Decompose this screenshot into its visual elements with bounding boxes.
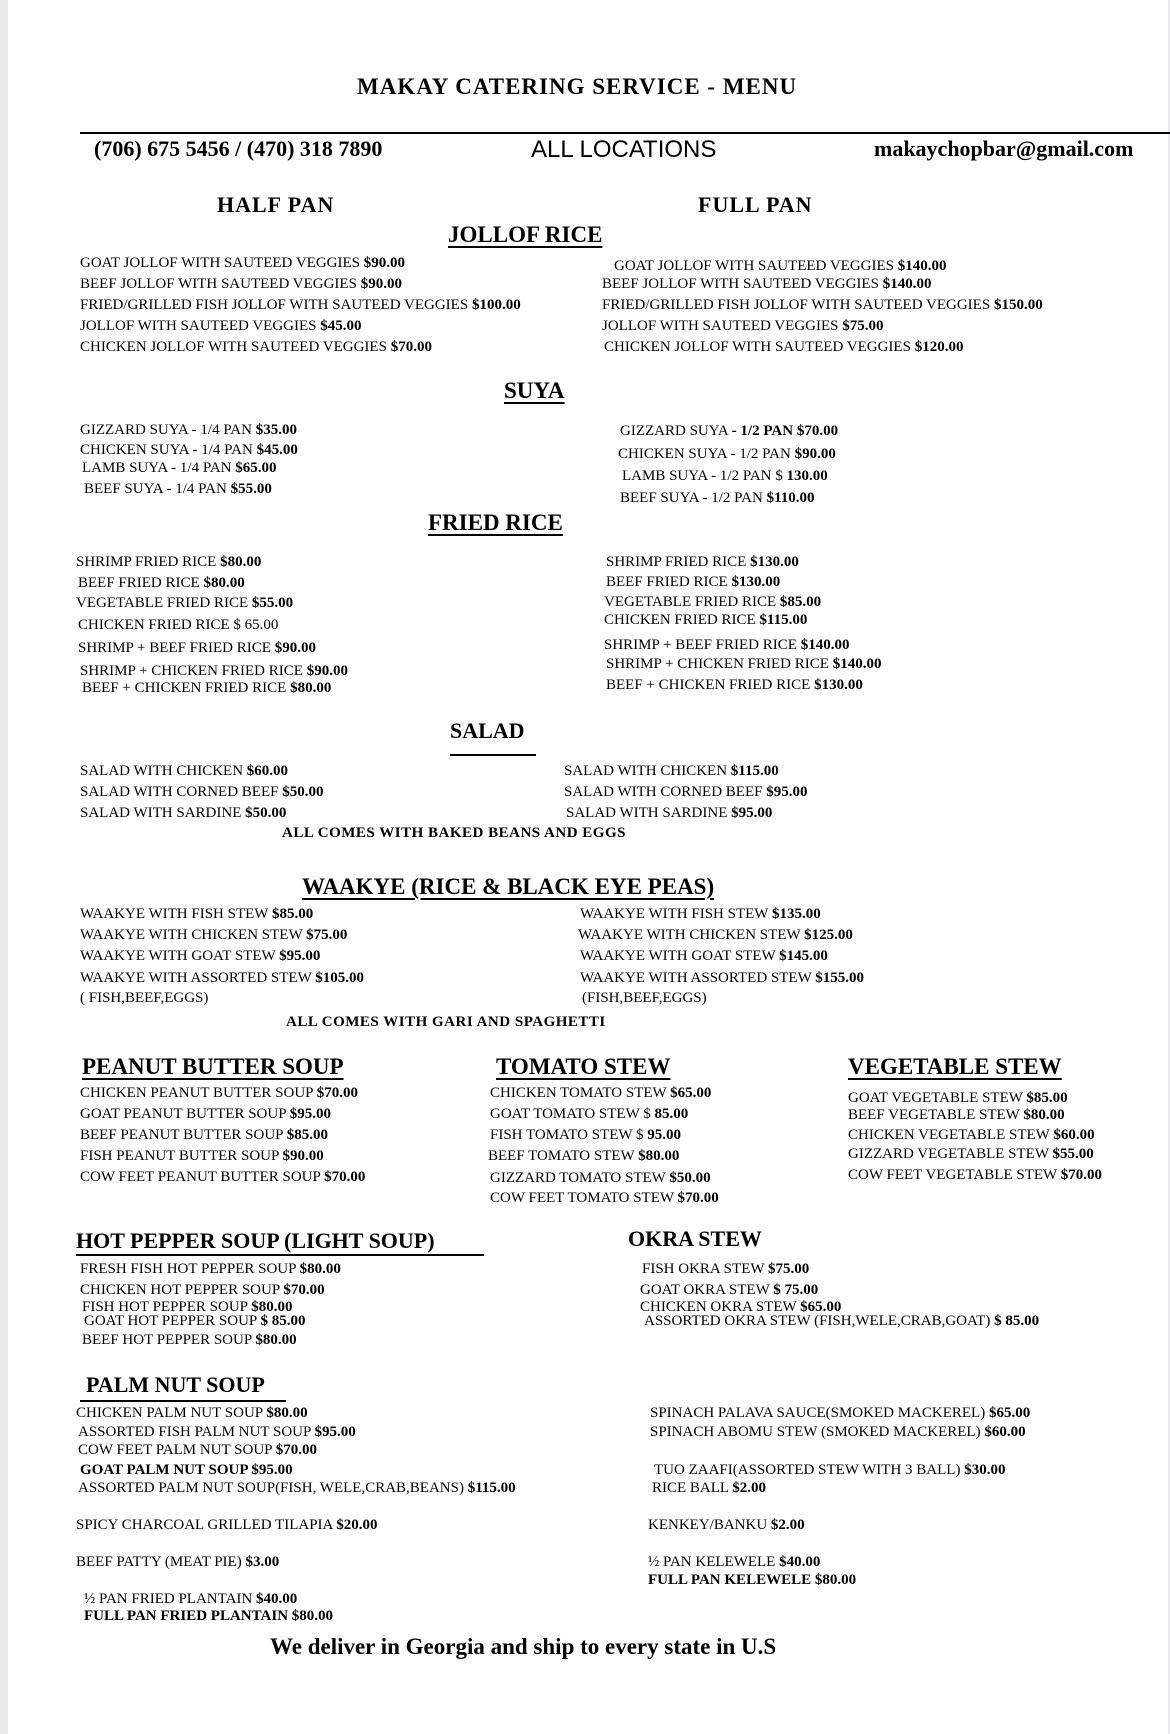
menu-item bbox=[84, 480, 272, 498]
menu-item bbox=[606, 553, 799, 571]
item-name: ASSORTED OKRA STEW (FISH,WELE,CRAB,GOAT) bbox=[644, 1313, 995, 1329]
item-name: SHRIMP + CHICKEN FRIED RICE bbox=[606, 656, 833, 672]
menu-item bbox=[490, 1105, 688, 1123]
menu-item bbox=[84, 1312, 305, 1330]
item-name: CHICKEN SUYA - 1/4 PAN bbox=[80, 442, 257, 458]
item-name: VEGETABLE FRIED RICE bbox=[76, 595, 252, 611]
menu-item bbox=[80, 926, 347, 944]
item-price: $70.00 bbox=[324, 1169, 366, 1185]
menu-item bbox=[580, 947, 828, 965]
item-name: BEEF TOMATO STEW bbox=[488, 1148, 639, 1164]
menu-item bbox=[80, 783, 323, 801]
item-price: $65.00 bbox=[800, 1299, 842, 1315]
menu-item bbox=[602, 275, 931, 293]
menu-item bbox=[650, 1404, 1030, 1422]
item-price: $85.00 bbox=[286, 1127, 328, 1143]
menu-item bbox=[606, 676, 863, 694]
item-name: COW FEET PEANUT BUTTER SOUP bbox=[80, 1169, 325, 1185]
menu-item bbox=[622, 467, 828, 485]
item-price: $140.00 bbox=[832, 656, 882, 672]
menu-item bbox=[80, 1105, 331, 1123]
item-name: GIZZARD SUYA bbox=[620, 423, 732, 439]
item-name: GOAT JOLLOF WITH SAUTEED VEGGIES bbox=[80, 255, 364, 271]
item-name: COW FEET PALM NUT SOUP bbox=[78, 1442, 276, 1458]
menu-item bbox=[848, 1089, 1068, 1107]
menu-item bbox=[80, 1084, 358, 1102]
menu-item bbox=[80, 1168, 365, 1186]
item-price: $3.00 bbox=[245, 1554, 280, 1570]
menu-item bbox=[580, 905, 821, 923]
item-price: $90.00 bbox=[306, 663, 348, 679]
item-name: SALAD WITH SARDINE bbox=[80, 805, 246, 821]
item-price: $65.00 bbox=[235, 460, 277, 476]
menu-item bbox=[602, 317, 884, 335]
item-price: $50.00 bbox=[669, 1170, 711, 1186]
item-name: SALAD WITH SARDINE bbox=[566, 805, 732, 821]
menu-item bbox=[566, 804, 772, 822]
item-price: $85.00 bbox=[1026, 1090, 1068, 1106]
item-name: COW FEET TOMATO STEW bbox=[490, 1190, 678, 1206]
item-price: $45.00 bbox=[320, 318, 362, 334]
item-price: $135.00 bbox=[771, 906, 821, 922]
item-name: BEEF + CHICKEN FRIED RICE bbox=[82, 680, 291, 696]
item-name: SALAD WITH CORNED BEEF bbox=[564, 784, 767, 800]
menu-item bbox=[848, 1126, 1095, 1144]
menu-item bbox=[80, 275, 402, 293]
item-price: $140.00 bbox=[897, 258, 947, 274]
menu-item bbox=[80, 905, 313, 923]
salad-note: ALL COMES WITH BAKED BEANS AND EGGS bbox=[282, 825, 626, 841]
item-name: BEEF FRIED RICE bbox=[78, 575, 204, 591]
palm-underline bbox=[80, 1400, 286, 1402]
menu-item bbox=[80, 1260, 341, 1278]
item-price: 85.00 bbox=[654, 1106, 689, 1122]
item-name: CHICKEN PALM NUT SOUP bbox=[76, 1405, 267, 1421]
menu-item bbox=[580, 969, 864, 987]
item-price: $115.00 bbox=[730, 763, 779, 779]
jollof-section-title: JOLLOF RICE bbox=[448, 222, 603, 247]
item-name: FISH HOT PEPPER SOUP bbox=[82, 1299, 252, 1315]
item-name: WAAKYE WITH ASSORTED STEW bbox=[580, 970, 816, 986]
item-name: FRIED/GRILLED FISH JOLLOF WITH SAUTEED VEGGIES bbox=[80, 297, 472, 313]
item-name: WAAKYE WITH FISH STEW bbox=[80, 906, 272, 922]
page-title: MAKAY CATERING SERVICE - MENU bbox=[357, 74, 798, 99]
item-name: GOAT PALM NUT SOUP bbox=[80, 1462, 252, 1478]
item-name: GOAT TOMATO STEW $ bbox=[490, 1106, 655, 1122]
menu-item bbox=[78, 639, 316, 657]
menu-item bbox=[82, 459, 276, 477]
menu-item bbox=[80, 989, 208, 1007]
item-price: $60.00 bbox=[984, 1424, 1026, 1440]
menu-item bbox=[848, 1106, 1065, 1124]
menu-item bbox=[644, 1312, 1039, 1330]
item-price: $90.00 bbox=[360, 276, 402, 292]
salad-underline bbox=[450, 754, 536, 756]
pepper-section-title: HOT PEPPER SOUP (LIGHT SOUP) bbox=[76, 1228, 435, 1253]
item-name: SHRIMP + BEEF FRIED RICE bbox=[604, 637, 801, 653]
peanut-section-title: PEANUT BUTTER SOUP bbox=[82, 1054, 344, 1079]
item-name: SHRIMP + BEEF FRIED RICE bbox=[78, 640, 275, 656]
menu-item bbox=[652, 1479, 766, 1497]
item-price: $80.00 bbox=[255, 1332, 297, 1348]
item-price: $70.00 bbox=[390, 339, 432, 355]
item-name: WAAKYE WITH CHICKEN STEW bbox=[80, 927, 307, 943]
salad-section-title: SALAD bbox=[450, 718, 525, 743]
item-name: CHICKEN VEGETABLE STEW bbox=[848, 1127, 1054, 1143]
menu-item bbox=[606, 655, 881, 673]
item-name: VEGETABLE FRIED RICE bbox=[604, 594, 780, 610]
item-price: $65.00 bbox=[988, 1405, 1031, 1421]
menu-item bbox=[648, 1571, 856, 1589]
item-price: $95.00 bbox=[314, 1424, 356, 1440]
item-name: BEEF HOT PEPPER SOUP bbox=[82, 1332, 256, 1348]
item-name: GOAT PEANUT BUTTER SOUP bbox=[80, 1106, 290, 1122]
item-price: $150.00 bbox=[993, 297, 1043, 313]
item-name: CHICKEN JOLLOF WITH SAUTEED VEGGIES bbox=[80, 339, 391, 355]
menu-item bbox=[582, 989, 707, 1007]
menu-item bbox=[78, 1441, 317, 1459]
item-price: $75.00 bbox=[842, 318, 884, 334]
item-price: $80.00 bbox=[220, 554, 262, 570]
item-name: FULL PAN FRIED PLANTAIN bbox=[84, 1608, 292, 1624]
menu-item bbox=[848, 1166, 1102, 1184]
item-price: $130.00 bbox=[814, 677, 863, 693]
item-name: COW FEET VEGETABLE STEW bbox=[848, 1167, 1061, 1183]
item-name: SALAD WITH CHICKEN bbox=[80, 763, 247, 779]
menu-item bbox=[848, 1145, 1094, 1163]
item-name: SPINACH ABOMU STEW (SMOKED MACKEREL) bbox=[650, 1424, 985, 1440]
item-price: - 1/2 PAN $70.00 bbox=[731, 423, 839, 439]
palm-section-title: PALM NUT SOUP bbox=[86, 1372, 265, 1397]
menu-item bbox=[648, 1553, 820, 1571]
menu-item bbox=[648, 1516, 805, 1534]
item-name: ½ PAN KELEWELE bbox=[648, 1554, 780, 1570]
menu-item bbox=[490, 1169, 711, 1187]
menu-item bbox=[82, 1331, 297, 1349]
menu-item bbox=[604, 636, 849, 654]
item-price: $40.00 bbox=[256, 1591, 298, 1607]
item-name: SHRIMP FRIED RICE bbox=[606, 554, 751, 570]
menu-item bbox=[78, 616, 278, 634]
item-price: $80.00 bbox=[814, 1572, 857, 1588]
menu-item bbox=[640, 1281, 818, 1299]
item-name: ASSORTED PALM NUT SOUP(FISH, WELE,CRAB,BEANS) bbox=[78, 1480, 468, 1496]
menu-item bbox=[654, 1461, 1005, 1479]
item-price: $2.00 bbox=[770, 1517, 805, 1533]
item-name: WAAKYE WITH CHICKEN STEW bbox=[578, 927, 805, 943]
item-name: BEEF FRIED RICE bbox=[606, 574, 732, 590]
menu-item bbox=[84, 1590, 297, 1608]
item-price: $80.00 bbox=[266, 1405, 308, 1421]
item-price: $90.00 bbox=[363, 255, 405, 271]
item-price: $90.00 bbox=[282, 1148, 324, 1164]
half-pan-heading: HALF PAN bbox=[217, 192, 335, 217]
waakye-section-title: WAAKYE (RICE & BLACK EYE PEAS) bbox=[302, 874, 715, 899]
item-price: $70.00 bbox=[275, 1442, 317, 1458]
item-price: $ 85.00 bbox=[260, 1313, 306, 1329]
full-pan-heading: FULL PAN bbox=[698, 192, 813, 217]
item-name: BEEF VEGETABLE STEW bbox=[848, 1107, 1024, 1123]
item-price: $65.00 bbox=[670, 1085, 712, 1101]
menu-item bbox=[80, 662, 348, 680]
item-price: $115.00 bbox=[467, 1480, 516, 1496]
item-name: CHICKEN JOLLOF WITH SAUTEED VEGGIES bbox=[604, 339, 915, 355]
item-price: $155.00 bbox=[815, 970, 864, 986]
item-price: $40.00 bbox=[779, 1554, 821, 1570]
header-divider bbox=[80, 132, 1170, 134]
item-name: WAAKYE WITH GOAT STEW bbox=[580, 948, 780, 964]
menu-item bbox=[76, 1516, 378, 1534]
menu-item bbox=[76, 553, 261, 571]
item-price: $145.00 bbox=[779, 948, 828, 964]
menu-item bbox=[80, 947, 320, 965]
item-name: GOAT OKRA STEW bbox=[640, 1282, 774, 1298]
item-name: BEEF PATTY (MEAT PIE) bbox=[76, 1554, 246, 1570]
item-price: $140.00 bbox=[882, 276, 932, 292]
item-price: $95.00 bbox=[289, 1106, 331, 1122]
menu-item bbox=[620, 422, 838, 440]
item-price: $80.00 bbox=[299, 1261, 341, 1277]
item-price: $60.00 bbox=[246, 763, 289, 779]
menu-item bbox=[76, 594, 293, 612]
item-name: CHICKEN FRIED RICE $ 65.00 bbox=[78, 617, 279, 633]
phone-numbers: (706) 675 5456 / (470) 318 7890 bbox=[94, 136, 383, 161]
item-price: $55.00 bbox=[251, 595, 294, 611]
item-price: $80.00 bbox=[251, 1299, 293, 1315]
item-name: JOLLOF WITH SAUTEED VEGGIES bbox=[602, 318, 843, 334]
item-price: $115.00 bbox=[759, 612, 808, 628]
item-name: (FISH,BEEF,EGGS) bbox=[582, 990, 707, 1006]
item-name: ASSORTED FISH PALM NUT SOUP bbox=[78, 1424, 315, 1440]
item-name: GOAT VEGETABLE STEW bbox=[848, 1090, 1027, 1106]
menu-item bbox=[76, 1553, 279, 1571]
item-price: $80.00 bbox=[638, 1148, 680, 1164]
menu-item bbox=[80, 317, 362, 335]
item-price: $140.00 bbox=[800, 637, 850, 653]
item-price: $70.00 bbox=[316, 1085, 358, 1101]
item-price: $110.00 bbox=[766, 490, 815, 506]
item-price: $95.00 bbox=[251, 1462, 293, 1478]
item-price: 95.00 bbox=[647, 1127, 682, 1143]
item-name: WAAKYE WITH ASSORTED STEW bbox=[80, 970, 316, 986]
item-price: $85.00 bbox=[779, 594, 822, 610]
item-name: BEEF SUYA - 1/2 PAN bbox=[620, 490, 767, 506]
item-name: LAMB SUYA - 1/4 PAN bbox=[82, 460, 236, 476]
menu-item bbox=[602, 296, 1043, 314]
menu-item bbox=[76, 1404, 308, 1422]
item-price: $95.00 bbox=[731, 805, 773, 821]
item-price: $55.00 bbox=[1052, 1146, 1094, 1162]
menu-item bbox=[80, 421, 297, 439]
item-price: $80.00 bbox=[1023, 1107, 1065, 1123]
item-price: $130.00 bbox=[731, 574, 781, 590]
menu-item bbox=[604, 338, 963, 356]
item-price: $105.00 bbox=[315, 970, 364, 986]
item-price: $60.00 bbox=[1053, 1127, 1095, 1143]
item-price: $120.00 bbox=[914, 339, 964, 355]
item-name: FISH OKRA STEW bbox=[642, 1261, 768, 1277]
item-price: $50.00 bbox=[245, 805, 287, 821]
item-price: $45.00 bbox=[256, 442, 298, 458]
item-name: BEEF PEANUT BUTTER SOUP bbox=[80, 1127, 287, 1143]
waakye-note: ALL COMES WITH GARI AND SPAGHETTI bbox=[286, 1014, 606, 1030]
menu-item bbox=[490, 1126, 681, 1144]
menu-page bbox=[8, 0, 1168, 1734]
item-name: FRIED/GRILLED FISH JOLLOF WITH SAUTEED VEGGIES bbox=[602, 297, 994, 313]
item-name: ½ PAN FRIED PLANTAIN bbox=[84, 1591, 257, 1607]
menu-item bbox=[614, 257, 947, 275]
item-price: $80.00 bbox=[203, 575, 245, 591]
item-price: $70.00 bbox=[1060, 1167, 1102, 1183]
menu-item bbox=[564, 783, 807, 801]
item-name: ( FISH,BEEF,EGGS) bbox=[80, 990, 209, 1006]
item-name: SHRIMP FRIED RICE bbox=[76, 554, 221, 570]
item-price: 130.00 bbox=[786, 468, 828, 484]
menu-item bbox=[490, 1189, 719, 1207]
suya-section-title: SUYA bbox=[504, 378, 565, 403]
menu-item bbox=[642, 1260, 809, 1278]
item-name: BEEF JOLLOF WITH SAUTEED VEGGIES bbox=[602, 276, 883, 292]
item-name: WAAKYE WITH GOAT STEW bbox=[80, 948, 280, 964]
item-price: $90.00 bbox=[274, 640, 316, 656]
item-name: SALAD WITH CHICKEN bbox=[564, 763, 731, 779]
menu-item bbox=[490, 1084, 711, 1102]
item-name: WAAKYE WITH FISH STEW bbox=[580, 906, 772, 922]
item-name: GIZZARD VEGETABLE STEW bbox=[848, 1146, 1053, 1162]
item-price: $ 85.00 bbox=[994, 1313, 1040, 1329]
item-price: $ 75.00 bbox=[773, 1282, 819, 1298]
item-name: CHICKEN FRIED RICE bbox=[604, 612, 760, 628]
menu-item bbox=[80, 804, 286, 822]
menu-item bbox=[650, 1423, 1026, 1441]
menu-item bbox=[604, 593, 821, 611]
menu-item bbox=[80, 338, 432, 356]
item-price: $20.00 bbox=[336, 1517, 378, 1533]
email-address[interactable]: makaychopbar@gmail.com bbox=[874, 136, 1134, 161]
item-price: $80.00 bbox=[290, 680, 332, 696]
menu-item bbox=[620, 489, 815, 507]
item-price: $35.00 bbox=[255, 422, 297, 438]
item-name: LAMB SUYA - 1/2 PAN $ bbox=[622, 468, 787, 484]
item-price: $130.00 bbox=[750, 554, 799, 570]
item-name: FISH PEANUT BUTTER SOUP bbox=[80, 1148, 283, 1164]
item-price: $125.00 bbox=[804, 927, 853, 943]
item-name: BEEF + CHICKEN FRIED RICE bbox=[606, 677, 815, 693]
item-price: $90.00 bbox=[794, 446, 836, 462]
menu-item bbox=[578, 926, 853, 944]
item-price: $70.00 bbox=[283, 1282, 325, 1298]
item-name: CHICKEN HOT PEPPER SOUP bbox=[80, 1282, 284, 1298]
item-name: GOAT JOLLOF WITH SAUTEED VEGGIES bbox=[614, 258, 898, 274]
item-price: $75.00 bbox=[768, 1261, 810, 1277]
item-name: BEEF JOLLOF WITH SAUTEED VEGGIES bbox=[80, 276, 361, 292]
item-price: $70.00 bbox=[677, 1190, 719, 1206]
menu-item bbox=[488, 1147, 679, 1165]
menu-item bbox=[80, 296, 521, 314]
menu-item bbox=[82, 679, 331, 697]
item-name: SPICY CHARCOAL GRILLED TILAPIA bbox=[76, 1517, 337, 1533]
menu-item bbox=[80, 441, 298, 459]
okra-section-title: OKRA STEW bbox=[628, 1226, 762, 1251]
menu-item bbox=[78, 574, 245, 592]
item-name: FISH TOMATO STEW $ bbox=[490, 1127, 648, 1143]
item-name: GIZZARD SUYA - 1/4 PAN bbox=[80, 422, 256, 438]
item-name: JOLLOF WITH SAUTEED VEGGIES bbox=[80, 318, 321, 334]
item-name: FRESH FISH HOT PEPPER SOUP bbox=[80, 1261, 300, 1277]
item-name: GIZZARD TOMATO STEW bbox=[490, 1170, 670, 1186]
menu-item bbox=[564, 762, 779, 780]
menu-item bbox=[606, 573, 780, 591]
item-name: RICE BALL bbox=[652, 1480, 733, 1496]
item-name: CHICKEN TOMATO STEW bbox=[490, 1085, 671, 1101]
item-price: $55.00 bbox=[230, 481, 272, 497]
menu-item bbox=[80, 1126, 328, 1144]
item-name: SPINACH PALAVA SAUCE(SMOKED MACKEREL) bbox=[650, 1405, 989, 1421]
menu-item bbox=[78, 1423, 356, 1441]
tomato-section-title: TOMATO STEW bbox=[496, 1054, 671, 1079]
item-price: $95.00 bbox=[766, 784, 808, 800]
menu-item bbox=[80, 1281, 325, 1299]
item-price: $100.00 bbox=[471, 297, 521, 313]
menu-item bbox=[604, 611, 807, 629]
pepper-underline bbox=[76, 1254, 484, 1256]
footer-delivery-note: We deliver in Georgia and ship to every state in U.S bbox=[270, 1634, 777, 1659]
item-name: TUO ZAAFI(ASSORTED STEW WITH 3 BALL) bbox=[654, 1462, 965, 1478]
item-name: CHICKEN SUYA - 1/2 PAN bbox=[618, 446, 795, 462]
vegetable-section-title: VEGETABLE STEW bbox=[848, 1054, 1062, 1079]
menu-item bbox=[84, 1607, 333, 1625]
locations-label: ALL LOCATIONS bbox=[531, 136, 717, 163]
item-price: $75.00 bbox=[306, 927, 348, 943]
item-name: CHICKEN PEANUT BUTTER SOUP bbox=[80, 1085, 317, 1101]
item-name: BEEF SUYA - 1/4 PAN bbox=[84, 481, 231, 497]
menu-item bbox=[78, 1479, 516, 1497]
item-name: SALAD WITH CORNED BEEF bbox=[80, 784, 283, 800]
menu-item bbox=[80, 969, 364, 987]
fried-rice-section-title: FRIED RICE bbox=[428, 510, 563, 535]
menu-item bbox=[618, 445, 836, 463]
item-price: $50.00 bbox=[282, 784, 324, 800]
item-name: GOAT HOT PEPPER SOUP bbox=[84, 1313, 261, 1329]
menu-item bbox=[80, 762, 288, 780]
item-price: $30.00 bbox=[964, 1462, 1006, 1478]
menu-item bbox=[80, 1461, 293, 1479]
item-name: FULL PAN KELEWELE bbox=[648, 1572, 815, 1588]
item-price: $95.00 bbox=[279, 948, 321, 964]
item-price: $85.00 bbox=[271, 906, 314, 922]
menu-item bbox=[80, 254, 405, 272]
item-price: $80.00 bbox=[291, 1608, 334, 1624]
item-name: CHICKEN OKRA STEW bbox=[640, 1299, 801, 1315]
item-name: SHRIMP + CHICKEN FRIED RICE bbox=[80, 663, 307, 679]
menu-item bbox=[80, 1147, 324, 1165]
item-price: $2.00 bbox=[732, 1480, 767, 1496]
item-name: KENKEY/BANKU bbox=[648, 1517, 771, 1533]
